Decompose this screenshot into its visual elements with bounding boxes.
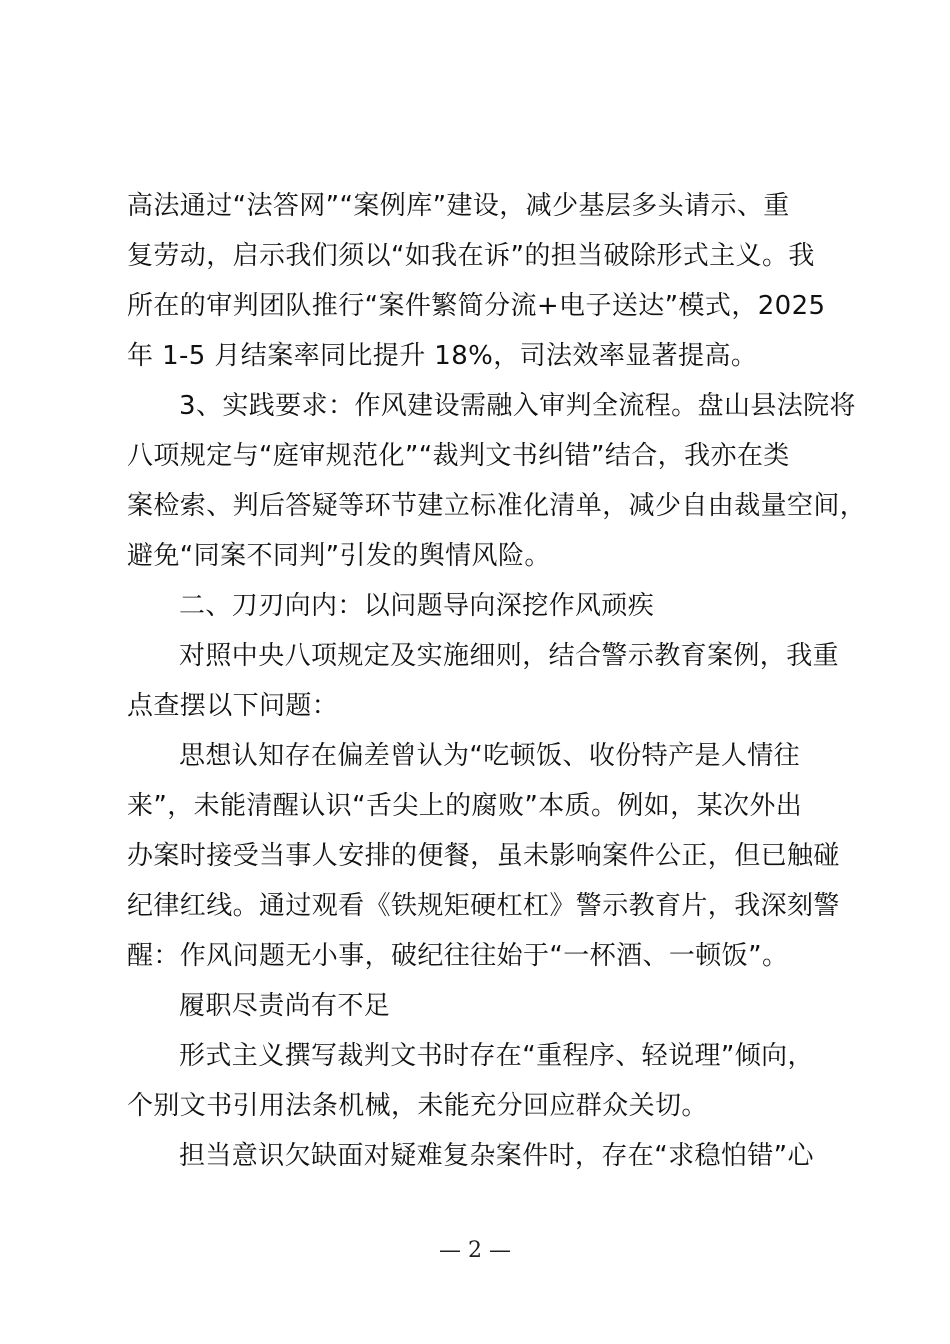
- body-line-16: 醒：作风问题无小事，破纪往往始于“一杯酒、一顿饭”。: [127, 941, 789, 971]
- body-line-10: 对照中央八项规定及实施细则，结合警示教育案例，我重: [179, 641, 840, 671]
- body-line-19: 个别文书引用法条机械，未能充分回应群众关切。: [127, 1091, 708, 1121]
- section-item-3: 3、实践要求：作风建设需融入审判全流程。盘山县法院将: [179, 391, 856, 421]
- body-line-12: 思想认知存在偏差曾认为“吃顿饭、收份特产是人情往: [179, 741, 801, 771]
- body-line-2: 复劳动，启示我们须以“如我在诉”的担当破除形式主义。我: [127, 241, 815, 271]
- body-line-4: 年 1-5 月结案率同比提升 18%，司法效率显著提高。: [127, 341, 758, 371]
- subheading-line: 履职尽责尚有不足: [179, 991, 391, 1021]
- body-line-15: 纪律红线。通过观看《铁规矩硬杠杠》警示教育片，我深刻警: [127, 891, 840, 921]
- section-heading-2: 二、刀刃向内：以问题导向深挖作风顽疾: [179, 591, 655, 621]
- body-line-14: 办案时接受当事人安排的便餐，虽未影响案件公正，但已触碰: [127, 841, 840, 871]
- body-line-11: 点查摆以下问题：: [127, 691, 339, 721]
- body-line-8: 避免“同案不同判”引发的舆情风险。: [127, 541, 551, 571]
- body-line-3: 所在的审判团队推行“案件繁简分流+电子送达”模式，2025: [127, 291, 826, 321]
- body-line-7: 案检索、判后答疑等环节建立标准化清单，减少自由裁量空间，: [127, 491, 867, 521]
- body-line-1: 高法通过“法答网”“案例库”建设，减少基层多头请示、重: [127, 191, 790, 221]
- body-line-18: 形式主义撰写裁判文书时存在“重程序、轻说理”倾向，: [179, 1041, 814, 1071]
- page-number: — 2 —: [439, 1238, 511, 1263]
- body-line-6: 八项规定与“庭审规范化”“裁判文书纠错”结合，我亦在类: [127, 441, 790, 471]
- body-line-20: 担当意识欠缺面对疑难复杂案件时，存在“求稳怕错”心: [179, 1141, 814, 1171]
- body-line-13: 来”，未能清醒认识“舌尖上的腐败”本质。例如，某次外出: [127, 791, 803, 821]
